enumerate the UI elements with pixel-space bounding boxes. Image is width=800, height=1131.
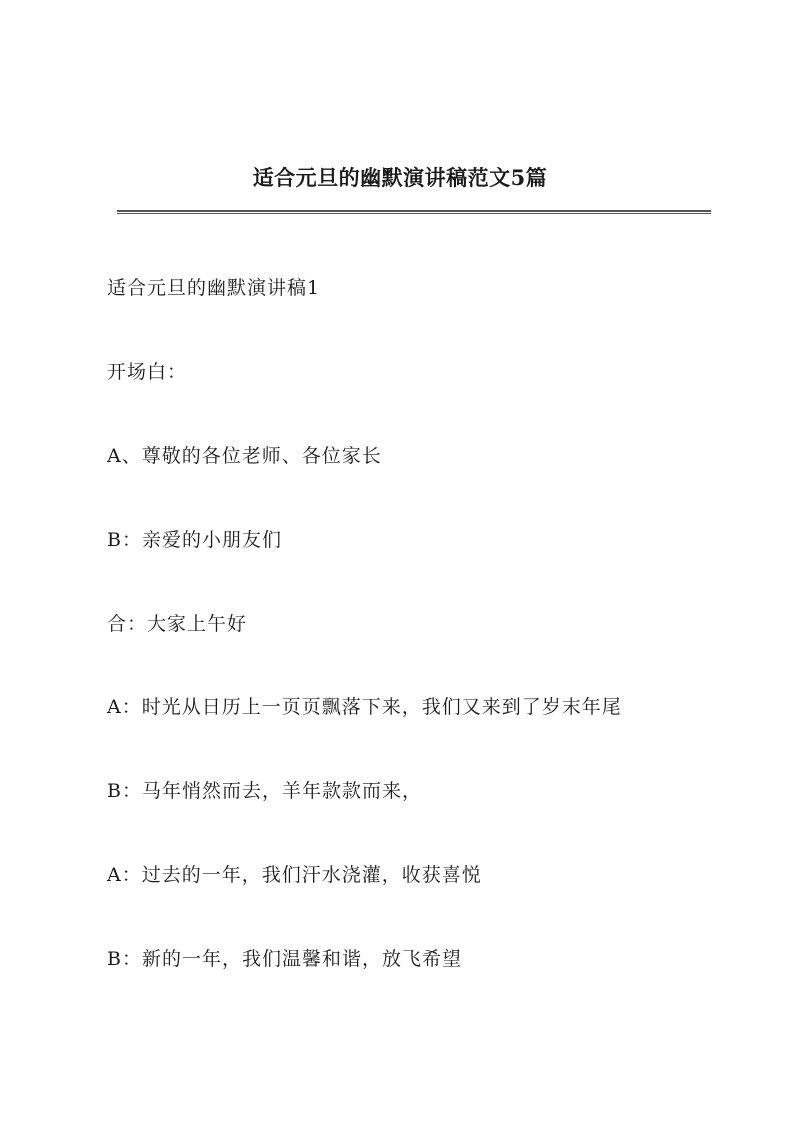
paragraph-line: A、尊敬的各位老师、各位家长: [107, 445, 382, 467]
paragraph-line: B：新的一年，我们温馨和谐，放飞希望: [107, 948, 462, 970]
document-title: 适合元旦的幽默演讲稿范文5篇: [252, 165, 548, 190]
title-underline-divider: [117, 210, 711, 214]
paragraph-opening: 开场白：: [107, 361, 188, 383]
paragraph-line: A：时光从日历上一页页飘落下来，我们又来到了岁末年尾: [107, 696, 622, 718]
section-heading: 适合元旦的幽默演讲稿1: [107, 277, 321, 299]
paragraph-line: 合：大家上午好: [107, 613, 248, 635]
paragraph-line: B：亲爱的小朋友们: [107, 529, 282, 551]
paragraph-line: A：过去的一年，我们汗水浇灌，收获喜悦: [107, 864, 482, 886]
paragraph-line: B：马年悄然而去，羊年款款而来，: [107, 780, 422, 802]
